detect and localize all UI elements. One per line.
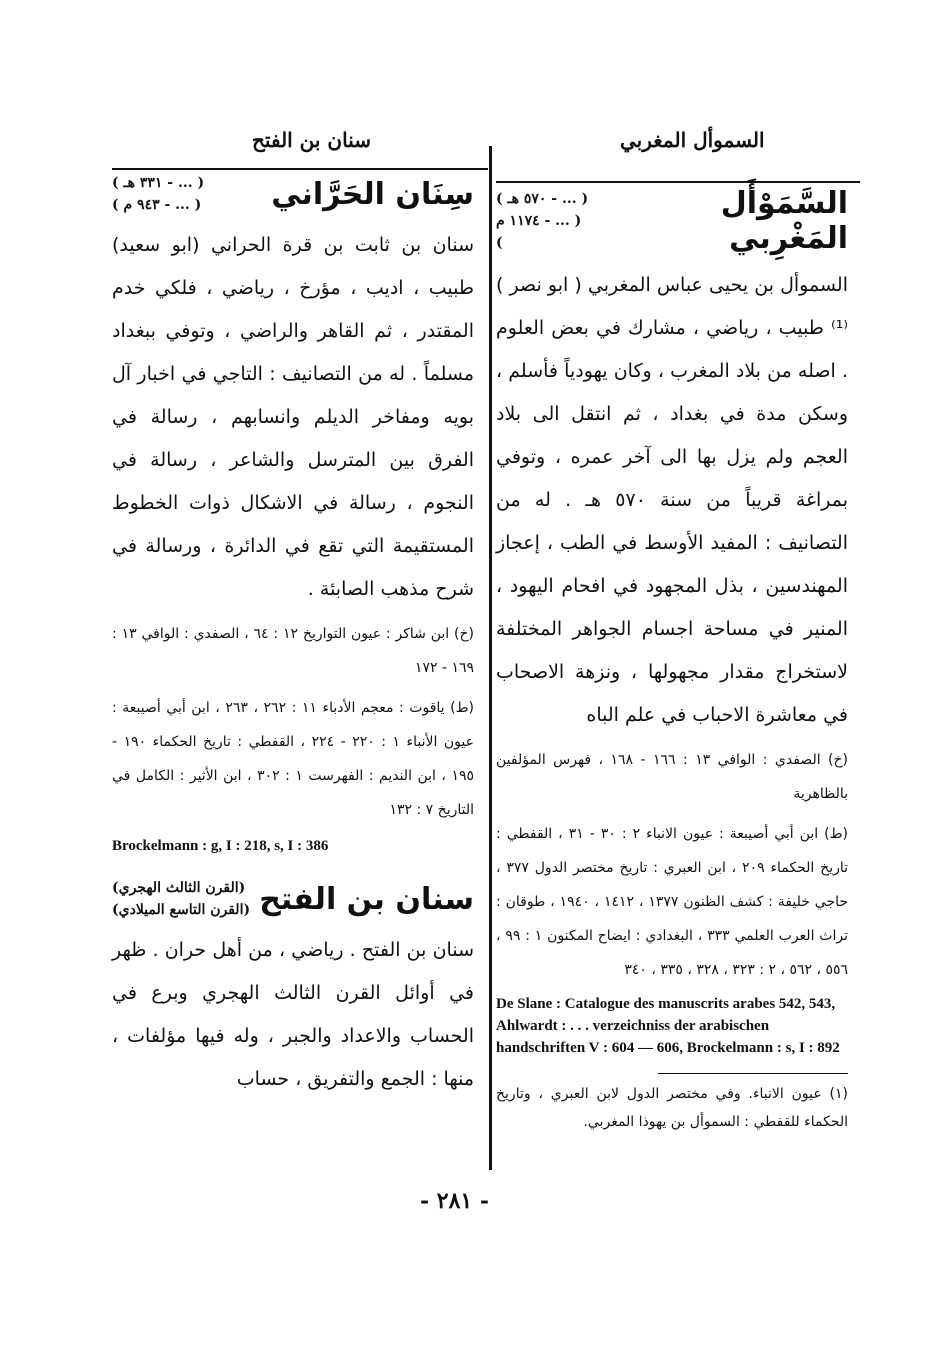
entry-title: السَّمَوْأَل المَغْرِبي [720, 186, 848, 256]
date-gregorian: ( ... - ٩٤٣ م ) [112, 197, 202, 213]
date-gregorian: ( ... - ١١٧٤ م ) [496, 213, 582, 251]
entry-body: السموأل بن يحيى عباس المغربي ( ابو نصر ) ⁽¹⁾ طبيب ، رياضي ، مشارك في بعض العلوم . اصله من بلاد المغرب ، وكان يهودياً فأسلم ، وسكن مدة في بغداد ، ثم انتقل الى بلاد العجم ولم يزل بها الى آخر عمره ، وتوفي بمراغة قريباً من سنة ٥٧٠ هـ . له من التصانيف : المفيد الأوسط في الطب ، إعجاز المهندسين ، بذل المجهود في افحام اليهود ، المنير في مساحة اجسام الجواهر المختلفة لاستخراج مقدار مجهولها ، ونزهة الاصحاب في معاشرة الاحباب في علم الباه [496, 274, 848, 726]
entry-header [112, 877, 474, 921]
references-printed: (ط) ياقوت : معجم الأدباء ١١ : ٢٦٢ ، ٢٦٣ ، ابن أبي أصيبعة : عيون الأنباء ١ : ٢٢٠ - ٢٢٤ ، القفطي : تاريخ الحكماء ١٩٠ - ١٩٥ ، ابن النديم : الفهرست ١ : ٣٠٢ ، ابن الأثير : الكامل في التاريخ ٧ : ١٣٢ [112, 700, 475, 818]
entry-title: سنان بن الفتح [259, 881, 474, 917]
page-number: - ٢٨١ - [420, 1188, 490, 1214]
header-rule-right [496, 181, 860, 183]
century-hijri: (القرن الثالث الهجري) [112, 880, 246, 896]
entry-body: سنان بن ثابت بن قرة الحراني (ابو سعيد) طبيب ، اديب ، مؤرخ ، رياضي ، فلكي خدم المقتدر ، ثم القاهر والراضي ، وتوفي ببغداد مسلماً . له من التصانيف : التاجي في اخبار آل بويه ومفاخر الديلم وانسابهم ، رسالة في الفرق بين المترسل والشاعر ، رسالة في النجوم ، رسالة في الاشكال ذوات الخطوط المستقيمة التي تقع في الدائرة ، ورسالة في شرح مذهب الصابئة . [112, 234, 474, 600]
entry-title: سِنَان الحَرَّاني [271, 176, 474, 212]
entry-header [496, 186, 848, 256]
left-column [112, 172, 474, 1101]
references-printed: (ط) ابن أبي أصيبعة : عيون الانباء ٢ : ٣٠ - ٣١ ، القفطي : تاريخ الحكماء ٢٠٩ ، ابن العبري : تاريخ مختصر الدول ٣٧٧ ، حاجي خليفة : كشف الظنون ١٣٧٧ ، ١٤١٢ ، ١٩٤٠ ، طوقان : تراث العرب العلمي ٣٣٣ ، البغدادي : ايضاح المكنون ١ : ٩٩ ، ٥٥٦ ، ٥٦٢ ، ٢ : ٣٢٣ ، ٣٢٨ ، ٣٣٥ ، ٣٤٠ [496, 826, 849, 978]
column-divider [489, 146, 492, 1170]
references-manuscripts: (خ) الصفدي : الوافي ١٣ : ١٦٦ - ١٦٨ ، فهرس المؤلفين بالظاهرية [496, 752, 848, 802]
footnote-rule [658, 1073, 848, 1074]
running-header-left: سنان بن الفتح [252, 128, 372, 152]
century-gregorian: (القرن التاسع الميلادي) [112, 902, 251, 918]
latin-references: Brockelmann : g, I : 218, s, I : 386 [112, 838, 329, 854]
running-header-right: السموأل المغربي [620, 128, 765, 152]
footnote: (١) عيون الانباء. وفي مختصر الدول لابن العبري ، وتاريخ الحكماء للقفطي : السموأل بن يهوذا المغربي. [496, 1086, 848, 1130]
latin-references: De Slane : Catalogue des manuscrits arabes 542, 543, Ahlwardt : . . . verzeichniss der arabischen handschriften V : 604 — 606, Brockelmann : s, I : 892 [496, 996, 840, 1056]
entry-header [112, 172, 474, 216]
date-hijri: ( ... - ٣٣١ هـ ) [112, 175, 205, 191]
references-manuscripts: (خ) ابن شاكر : عيون التواريخ ١٢ : ٦٤ ، الصفدي : الوافي ١٣ : ١٦٩ - ١٧٢ [112, 626, 475, 676]
entry-dates [496, 188, 592, 254]
entry-body: سنان بن الفتح . رياضي ، من أهل حران . ظهر في أوائل القرن الثالث الهجري وبرع في الحساب والاعداد والجبر ، وله فيها مؤلفات ، منها : الجمع والتفريق ، حساب [112, 939, 474, 1090]
header-rule-left [112, 168, 488, 170]
entry-century [112, 877, 250, 921]
right-column [496, 186, 848, 1150]
date-hijri: ( ... - ٥٧٠ هـ ) [496, 191, 589, 207]
entry-dates [112, 172, 204, 216]
